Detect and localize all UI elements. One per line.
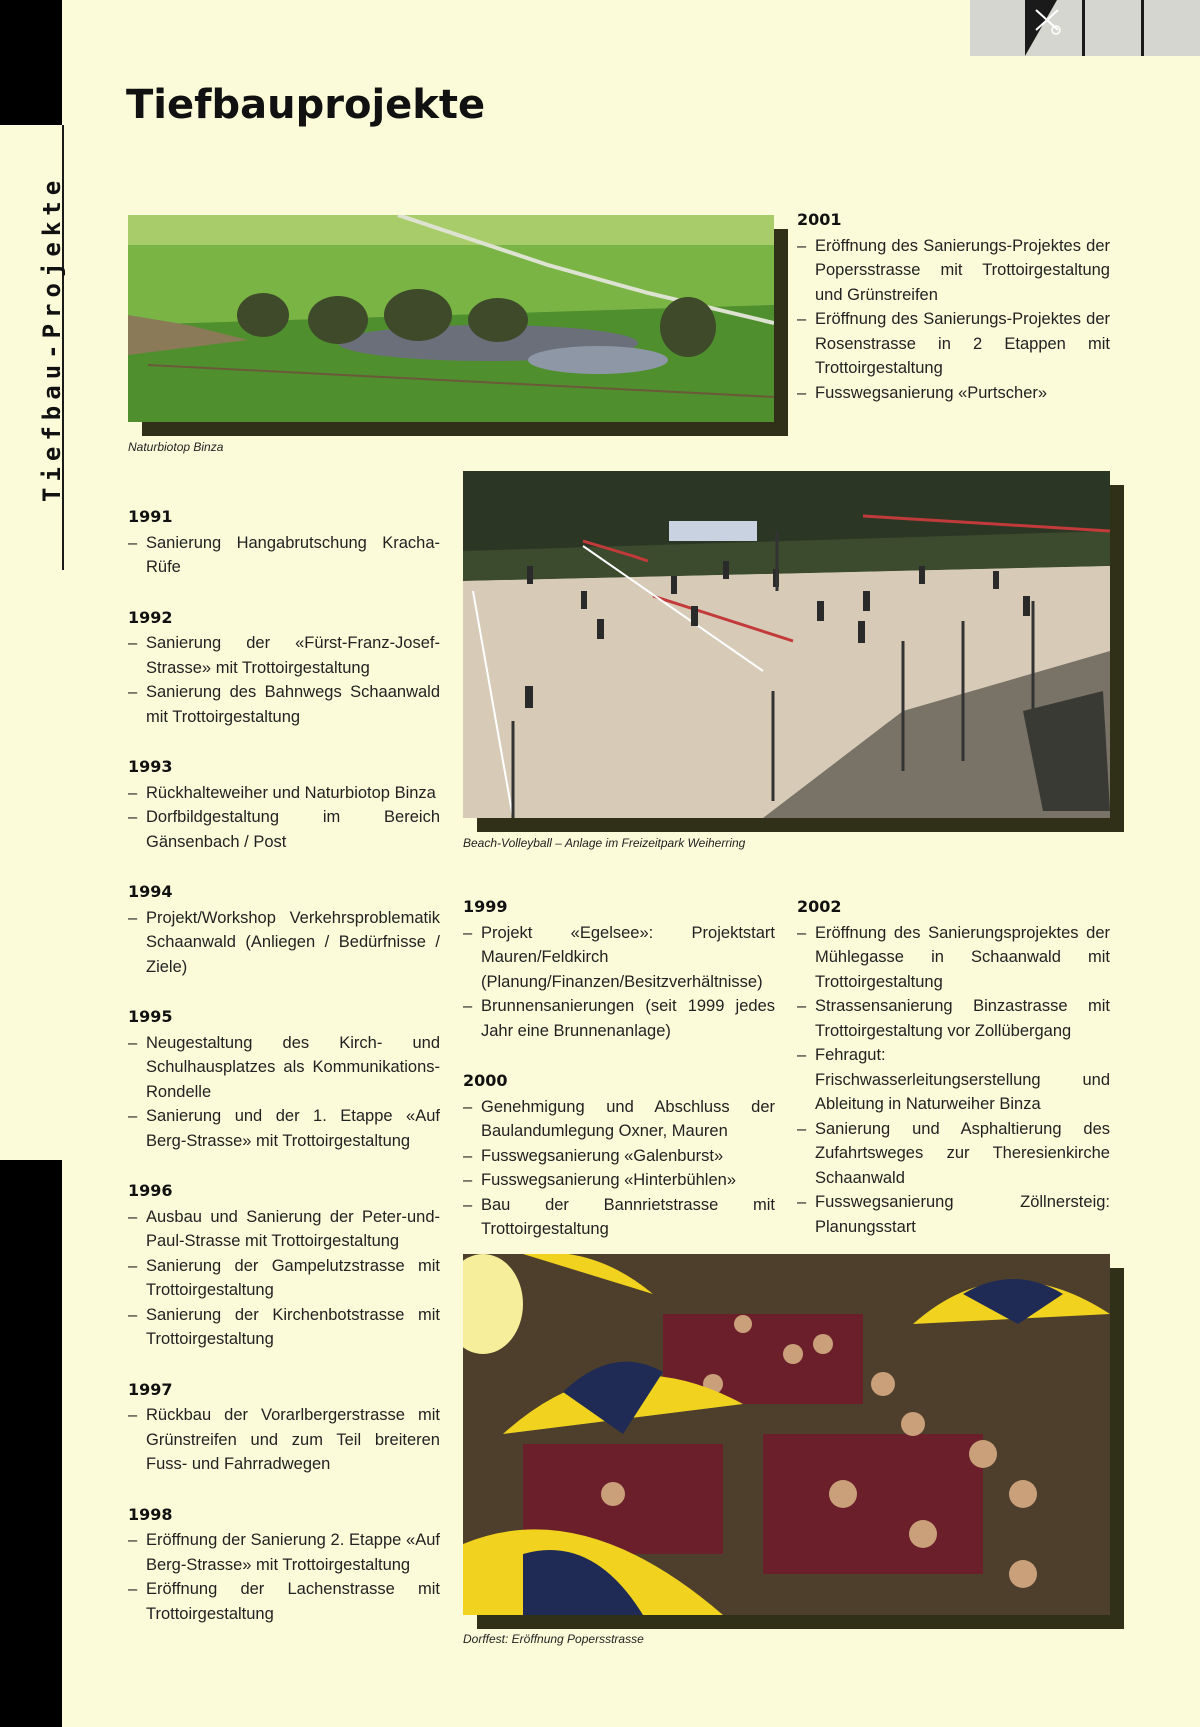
list-item: – Eröffnung des Sanierungsprojektes der Mühlegasse in Schaanwald mit Trottoirgestaltung (797, 921, 1110, 995)
year-heading: 1999 (463, 897, 508, 916)
year-heading: 1996 (128, 1181, 173, 1200)
list-item: – Rückhalteweiher und Naturbiotop Binza (128, 781, 440, 806)
list-item: – Sanierung und Asphaltierung des Zufahrtsweges zur Theresienkirche Schaanwald (797, 1117, 1110, 1191)
list-item: – Strassensanierung Binzastrasse mit Trottoirgestaltung vor Zollübergang (797, 994, 1110, 1043)
list-item: – Fusswegsanierung Zöllnersteig: Planungsstart (797, 1190, 1110, 1239)
year-heading: 1992 (128, 607, 173, 627)
year-block-1998 (128, 1503, 440, 1627)
year-block-1993 (128, 755, 440, 854)
list-item: – Projekt/Workshop Verkehrsproblematik Schaanwald (Anliegen / Bedürfnisse / Ziele) (128, 906, 440, 980)
list-item: – Eröffnung des Sanierungs-Projektes der Popersstrasse mit Trottoirgestaltung und Grünstreifen (797, 234, 1110, 308)
year-heading: 2000 (463, 1071, 508, 1090)
year-block-1992 (128, 606, 440, 730)
photo-dorffest (463, 1254, 1110, 1615)
list-item: – Fehragut: Frischwasserleitungserstellung und Ableitung in Naturweiher Binza (797, 1043, 1110, 1117)
sidebar-label: Tiefbau-Projekte (38, 174, 66, 502)
photo-caption: Naturbiotop Binza (128, 440, 224, 454)
year-block-2002 (797, 895, 1110, 1239)
year-block-1999 (463, 895, 775, 1043)
list-item: – Fusswegsanierung «Hinterbühlen» (463, 1168, 775, 1193)
corner-mark (970, 0, 1200, 56)
year-block-1991 (128, 505, 440, 580)
year-block-2000 (463, 1069, 775, 1242)
year-heading: 1997 (128, 1379, 173, 1399)
year-block-1995 (128, 1005, 440, 1153)
corner-bar (1141, 0, 1144, 56)
year-block-2001 (797, 208, 1110, 405)
list-item: – Bau der Bannrietstrasse mit Trottoirgestaltung (463, 1193, 775, 1242)
year-column-right (797, 895, 1110, 1239)
year-column-left (128, 505, 440, 1626)
list-item: – Eröffnung der Sanierung 2. Etappe «Auf Berg-Strasse» mit Trottoirgestaltung (128, 1528, 440, 1577)
list-item: – Eröffnung der Lachenstrasse mit Trottoirgestaltung (128, 1577, 440, 1626)
photo-caption: Beach-Volleyball – Anlage im Freizeitpark Weiherring (463, 836, 746, 850)
list-item: – Fusswegsanierung «Purtscher» (797, 381, 1110, 406)
photo-naturbiotop (128, 215, 774, 422)
list-item: – Genehmigung und Abschluss der Baulandumlegung Oxner, Mauren (463, 1095, 775, 1144)
list-item: – Sanierung der Kirchenbotstrasse mit Trottoirgestaltung (128, 1303, 440, 1352)
year-heading: 2002 (797, 897, 842, 916)
year-heading: 1994 (128, 882, 173, 901)
project-list (797, 234, 1110, 406)
tools-icon (1030, 6, 1070, 32)
list-item: – Sanierung und der 1. Etappe «Auf Berg-Strasse» mit Trottoirgestaltung (128, 1104, 440, 1153)
page-title: Tiefbauprojekte (126, 82, 486, 128)
year-block-1996 (128, 1179, 440, 1352)
list-item: – Brunnensanierungen (seit 1999 jedes Jahr eine Brunnenanlage) (463, 994, 775, 1043)
year-heading: 1993 (128, 757, 173, 776)
list-item: – Dorfbildgestaltung im Bereich Gänsenbach / Post (128, 805, 440, 854)
list-item: – Sanierung Hangabrutschung Kracha-Rüfe (128, 531, 440, 580)
list-item: – Sanierung der Gampelutzstrasse mit Trottoirgestaltung (128, 1254, 440, 1303)
list-item: – Projekt «Egelsee»: Projektstart Mauren/Feldkirch (Planung/Finanzen/Besitzverhältnisse) (463, 921, 775, 995)
list-item: – Neugestaltung des Kirch- und Schulhausplatzes als Kommunikations-Rondelle (128, 1031, 440, 1105)
list-item: – Sanierung des Bahnwegs Schaanwald mit Trottoirgestaltung (128, 680, 440, 729)
year-block-1997 (128, 1378, 440, 1477)
year-column-middle (463, 895, 775, 1242)
photo-caption: Dorffest: Eröffnung Popersstrasse (463, 1632, 644, 1646)
list-item: – Sanierung der «Fürst-Franz-Josef-Strasse» mit Trottoirgestaltung (128, 631, 440, 680)
list-item: – Ausbau und Sanierung der Peter-und-Paul-Strasse mit Trottoirgestaltung (128, 1205, 440, 1254)
year-heading: 1995 (128, 1007, 173, 1026)
photo-beach-volleyball (463, 471, 1110, 818)
list-item: – Fusswegsanierung «Galenburst» (463, 1144, 775, 1169)
year-heading: 1998 (128, 1504, 173, 1524)
year-heading: 2001 (797, 210, 842, 229)
list-item: – Eröffnung des Sanierungs-Projektes der Rosenstrasse in 2 Etappen mit Trottoirgestaltung (797, 307, 1110, 381)
year-heading: 1991 (128, 507, 173, 526)
list-item: – Rückbau der Vorarlbergerstrasse mit Grünstreifen und zum Teil breiteren Fuss- und Fahrradwegen (128, 1403, 440, 1477)
year-block-1994 (128, 880, 440, 979)
corner-bar (1082, 0, 1085, 56)
